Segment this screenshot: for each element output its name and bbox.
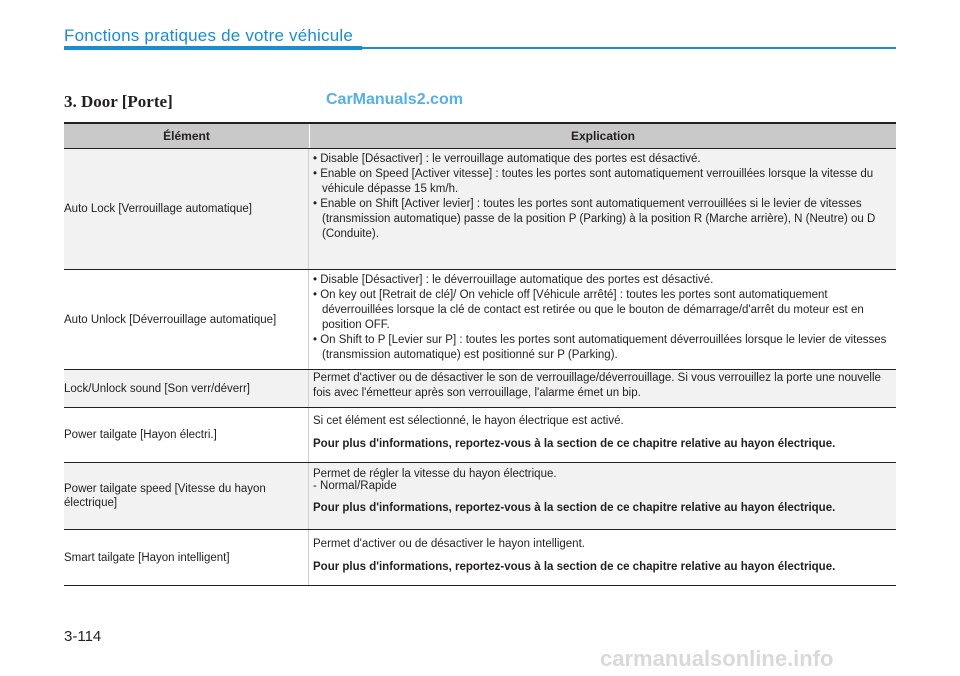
reference-note: Pour plus d'informations, reportez-vous à la section de ce chapitre relative au hayon électrique.	[313, 438, 836, 450]
reference-note: Pour plus d'informations, reportez-vous à la section de ce chapitre relative au hayon électrique.	[313, 561, 836, 573]
watermark-link[interactable]: CarManuals2.com	[326, 91, 463, 108]
row-text: Permet d'activer ou de désactiver le son de verrouillage/déverrouillage. Si vous verrouillez la porte une nouvelle fois avec l'émetteur après son verrouillage, l'alarme émet un bip.	[313, 372, 881, 399]
section-title: 3. Door [Porte]	[64, 92, 173, 111]
row-explication	[309, 408, 896, 462]
column-header-element: Élément	[163, 129, 210, 143]
bullet-item: • Disable [Désactiver] : le verrouillage automatique des portes est désactivé.	[313, 153, 701, 165]
page-number: 3-114	[64, 628, 102, 645]
header-rule-thin	[362, 47, 896, 49]
reference-note: Pour plus d'informations, reportez-vous à la section de ce chapitre relative au hayon électrique.	[313, 502, 836, 514]
row-text: Permet de régler la vitesse du hayon électrique.	[313, 468, 557, 480]
row-element: Lock/Unlock sound [Son verr/déverr]	[64, 370, 309, 407]
column-header-explication: Explication	[309, 124, 896, 148]
row-element: Power tailgate speed [Vitesse du hayon électrique]	[64, 463, 309, 529]
table-row	[64, 463, 896, 530]
bullet-item: • On Shift to P [Levier sur P] : toutes les portes sont automatiquement déverrouillées lorsque le levier de vitesses (transmission automatique) est positionné sur P (Parking).	[313, 334, 887, 361]
row-element: Power tailgate [Hayon électri.]	[64, 408, 309, 462]
row-explication	[309, 463, 896, 529]
bullet-item: • Enable on Speed [Activer vitesse] : toutes les portes sont automatiquement verrouillées lorsque la vitesse du véhicule dépasse 15 km/h.	[313, 168, 874, 195]
table-row	[64, 370, 896, 408]
row-element: Auto Unlock [Déverrouillage automatique]	[64, 270, 309, 369]
table-row	[64, 408, 896, 463]
row-text: Si cet élément est sélectionné, le hayon électrique est activé.	[313, 415, 624, 427]
table-header	[64, 124, 896, 149]
row-explication	[309, 270, 896, 369]
row-explication	[309, 530, 896, 585]
table-row	[64, 149, 896, 270]
header-rule-thick	[64, 46, 362, 50]
settings-table	[64, 122, 896, 586]
table-row	[64, 530, 896, 586]
bullet-item: • Enable on Shift [Activer levier] : toutes les portes sont automatiquement verrouillées si le levier de vitesses (transmission automatique) passe de la position P (Parking) à la position R (Marche arrière), N (Neutre) ou D (Conduite).	[313, 198, 876, 240]
row-element: Auto Lock [Verrouillage automatique]	[64, 149, 309, 269]
chapter-title: Fonctions pratiques de votre véhicule	[64, 26, 354, 45]
row-text-option: - Normal/Rapide	[313, 480, 397, 492]
bullet-item: • Disable [Désactiver] : le déverrouillage automatique des portes est désactivé.	[313, 274, 714, 286]
footer-watermark: carmanualsonline.info	[600, 646, 834, 671]
row-explication	[309, 149, 896, 269]
bullet-item: • On key out [Retrait de clé]/ On vehicle off [Véhicule arrêté] : toutes les portes sont automatiquement déverrouillées lorsque la clé de contact est retirée ou que le bouton de démarrage/d'arrêt du moteur est en position OFF.	[313, 289, 864, 331]
table-row	[64, 270, 896, 370]
row-element: Smart tailgate [Hayon intelligent]	[64, 530, 309, 585]
row-explication	[309, 370, 896, 407]
row-text: Permet d'activer ou de désactiver le hayon intelligent.	[313, 538, 585, 550]
